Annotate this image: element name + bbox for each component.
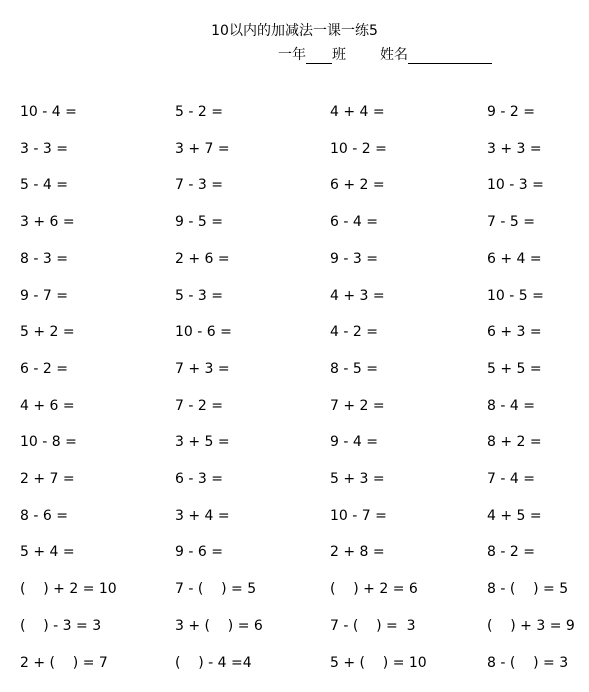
math-problem: 8 - 2 = [487, 544, 535, 561]
math-problem: 5 + 5 = [487, 360, 542, 377]
math-problem: 5 - 4 = [20, 177, 68, 194]
math-problem: 8 - 5 = [330, 360, 378, 377]
math-problem: 10 - 2 = [330, 140, 387, 157]
math-problem: 4 + 4 = [330, 104, 385, 120]
grade-label: 一年 [278, 47, 306, 63]
math-problem: ( ) - 3 = 3 [20, 617, 102, 634]
math-problem: 9 - 2 = [487, 104, 535, 120]
math-problem: ( ) + 2 = 6 [330, 581, 418, 598]
math-problem: 7 - 3 = [175, 177, 223, 194]
math-problem: 8 - 6 = [20, 507, 68, 524]
math-problem: 3 - 3 = [20, 140, 68, 157]
math-problem: 9 - 7 = [20, 287, 68, 304]
math-problem: 3 + 6 = [20, 214, 75, 231]
class-label: 班 [332, 47, 346, 63]
math-problem: ( ) - 4 =4 [175, 654, 252, 671]
math-problem: 10 - 5 = [487, 287, 544, 304]
math-problem: 5 + 3 = [330, 471, 385, 487]
math-problem: 3 + 5 = [175, 434, 230, 451]
math-problem: 9 - 5 = [175, 214, 223, 231]
math-problem: 10 - 8 = [20, 434, 77, 451]
math-problem: ( ) + 2 = 10 [20, 581, 117, 598]
math-problem: 8 - ( ) = 5 [487, 581, 569, 598]
worksheet-title: 10以内的加减法一课一练5 [211, 23, 378, 39]
math-problem: 7 - 5 = [487, 214, 535, 231]
math-problem: 6 + 2 = [330, 177, 385, 194]
math-problem: 8 - 4 = [487, 397, 535, 414]
math-problem: 5 - 2 = [175, 104, 223, 120]
math-problem: 6 - 3 = [175, 471, 223, 487]
math-problem: 9 - 4 = [330, 434, 378, 451]
math-problem: 6 - 2 = [20, 360, 68, 377]
math-problem: 2 + 7 = [20, 471, 75, 487]
math-problem: 5 - 3 = [175, 287, 223, 304]
math-problem: 4 + 6 = [20, 397, 75, 414]
math-problem: 7 - 4 = [487, 471, 535, 487]
math-problem: 4 - 2 = [330, 324, 378, 341]
math-problem: 7 + 3 = [175, 360, 230, 377]
math-problem: 5 + 4 = [20, 544, 75, 561]
math-problem: 10 - 3 = [487, 177, 544, 194]
math-problem: 6 + 3 = [487, 324, 542, 341]
math-problem: 3 + ( ) = 6 [175, 617, 263, 634]
math-problem: 10 - 7 = [330, 507, 387, 524]
math-problem: 2 + 6 = [175, 250, 230, 267]
math-problem: 5 + ( ) = 10 [330, 654, 427, 671]
math-problem: 7 - ( ) = 3 [330, 617, 416, 634]
math-problem: 3 + 7 = [175, 140, 230, 157]
math-problem: 10 - 4 = [20, 104, 77, 120]
math-problem: 7 - 2 = [175, 397, 223, 414]
math-problem: 8 - ( ) = 3 [487, 654, 569, 671]
math-problem: 3 + 4 = [175, 507, 230, 524]
math-problem: 8 - 3 = [20, 250, 68, 267]
math-problem: 9 - 6 = [175, 544, 223, 561]
math-problem: 6 + 4 = [487, 250, 542, 267]
math-problem: 7 + 2 = [330, 397, 385, 414]
math-problem: 5 + 2 = [20, 324, 75, 341]
math-problem: ( ) + 3 = 9 [487, 617, 575, 634]
name-label: 姓名 [380, 47, 408, 63]
math-problem: 4 + 5 = [487, 507, 542, 524]
math-problem: 6 - 4 = [330, 214, 378, 231]
math-problem: 2 + ( ) = 7 [20, 654, 108, 671]
math-problem: 8 + 2 = [487, 434, 542, 451]
math-problem: 3 + 3 = [487, 140, 542, 157]
math-problem: 2 + 8 = [330, 544, 385, 561]
math-problem: 7 - ( ) = 5 [175, 581, 257, 598]
math-problem: 9 - 3 = [330, 250, 378, 267]
math-problem: 4 + 3 = [330, 287, 385, 304]
math-problem: 10 - 6 = [175, 324, 232, 341]
